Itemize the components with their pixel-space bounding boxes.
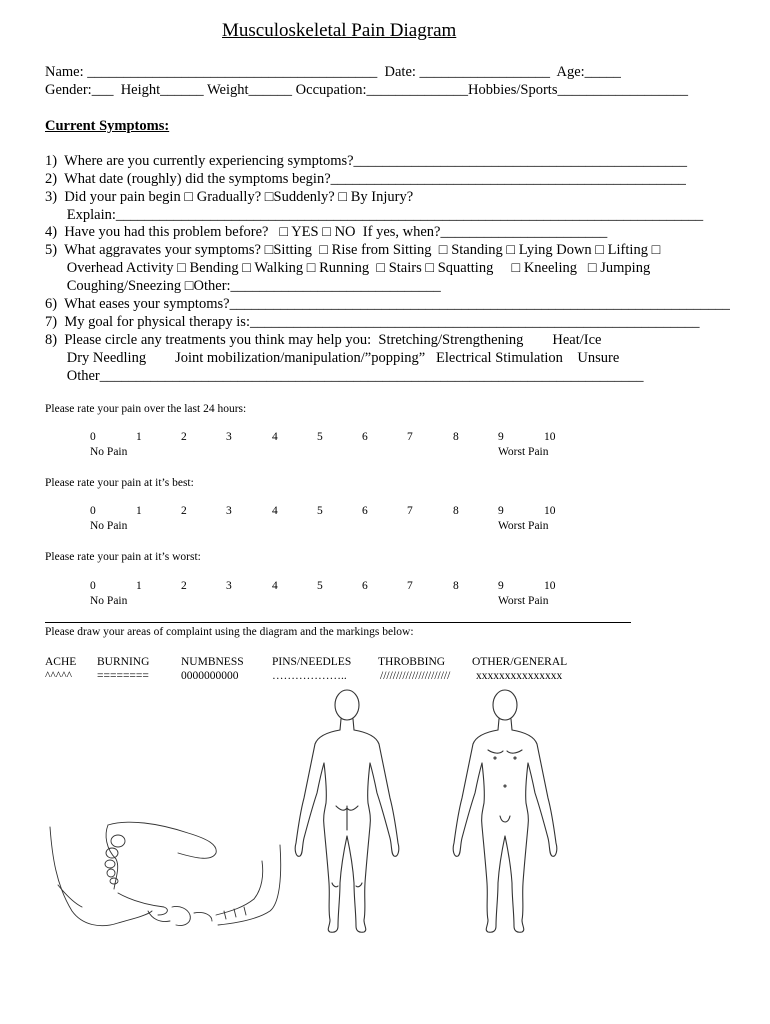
scale-number[interactable]: 1 [136,505,142,517]
rating-prompt-worst: Please rate your pain at it’s worst: [45,551,201,563]
page-title: Musculoskeletal Pain Diagram [222,20,457,41]
scale-high-label: Worst Pain [498,595,549,607]
question-2[interactable]: 2) What date (roughly) did the symptoms begin?_________________________________________________ [45,171,686,187]
question-3-explain[interactable]: Explain:_________________________________________________________________________________ [45,207,704,223]
rating-prompt-best: Please rate your pain at it’s best: [45,477,194,489]
scale-low-label: No Pain [90,520,128,532]
scale-number[interactable]: 1 [136,580,142,592]
section-divider [45,622,631,623]
draw-instruction: Please draw your areas of complaint using the diagram and the markings below: [45,626,414,638]
question-8-cont[interactable]: Dry Needling Joint mobilization/manipulation/”popping” Electrical Stimulation Unsure [45,350,620,366]
scale-number[interactable]: 4 [272,431,278,443]
scale-number[interactable]: 8 [453,505,459,517]
legend-burning-label: BURNING [97,656,150,668]
feet-diagram[interactable] [48,815,288,935]
question-5-cont[interactable]: Overhead Activity □ Bending □ Walking □ Running □ Stairs □ Squatting □ Kneeling □ Jumping [45,260,651,276]
scale-number[interactable]: 3 [226,431,232,443]
scale-number[interactable]: 4 [272,580,278,592]
header-gender-height-weight[interactable]: Gender:___ Height______ Weight______ Occupation:______________Hobbies/Sports__________________ [45,82,688,98]
scale-number[interactable]: 10 [544,580,556,592]
scale-number[interactable]: 7 [407,505,413,517]
scale-number[interactable]: 1 [136,431,142,443]
body-diagram-back[interactable] [290,688,410,948]
scale-number[interactable]: 7 [407,580,413,592]
scale-high-label: Worst Pain [498,520,549,532]
question-7[interactable]: 7) My goal for physical therapy is:______________________________________________________________ [45,314,700,330]
legend-ache-mark: ^^^^^ [45,670,72,682]
scale-number[interactable]: 0 [90,580,96,592]
scale-number[interactable]: 6 [362,431,368,443]
scale-low-label: No Pain [90,595,128,607]
question-5-cont2[interactable]: Coughing/Sneezing □Other:_____________________________ [45,278,441,294]
legend-other-mark: xxxxxxxxxxxxxxx [476,670,563,682]
scale-number[interactable]: 2 [181,431,187,443]
legend-throbbing-mark: ////////////////////// [380,670,451,682]
scale-low-label: No Pain [90,446,128,458]
pain-scale-best[interactable] [0,505,770,535]
legend-burning-mark: ======== [97,670,149,682]
scale-high-label: Worst Pain [498,446,549,458]
scale-number[interactable]: 2 [181,505,187,517]
scale-number[interactable]: 4 [272,505,278,517]
body-diagram-front[interactable] [448,688,568,948]
scale-number[interactable]: 0 [90,505,96,517]
scale-number[interactable]: 0 [90,431,96,443]
rating-prompt-24h: Please rate your pain over the last 24 hours: [45,403,247,415]
scale-number[interactable]: 2 [181,580,187,592]
scale-number[interactable]: 5 [317,580,323,592]
question-3[interactable]: 3) Did your pain begin □ Gradually? □Suddenly? □ By Injury? [45,189,414,205]
scale-number[interactable]: 5 [317,505,323,517]
pain-scale-24h[interactable] [0,431,770,461]
scale-number[interactable]: 10 [544,431,556,443]
scale-number[interactable]: 10 [544,505,556,517]
legend-throbbing-label: THROBBING [378,656,446,668]
scale-number[interactable]: 3 [226,580,232,592]
legend-pins-mark: ……………….. [272,670,347,682]
scale-number[interactable]: 9 [498,505,504,517]
legend-numbness-label: NUMBNESS [181,656,244,668]
question-5[interactable]: 5) What aggravates your symptoms? □Sitting □ Rise from Sitting □ Standing □ Lying Down □ Lifting □ [45,242,661,258]
scale-number[interactable]: 8 [453,580,459,592]
scale-number[interactable]: 9 [498,580,504,592]
legend-ache-label: ACHE [45,656,77,668]
scale-number[interactable]: 8 [453,431,459,443]
pain-scale-worst[interactable] [0,580,770,610]
legend-other-label: OTHER/GENERAL [472,656,568,668]
scale-number[interactable]: 7 [407,431,413,443]
current-symptoms-heading: Current Symptoms: [45,118,170,134]
scale-number[interactable]: 9 [498,431,504,443]
question-6[interactable]: 6) What eases your symptoms?_____________________________________________________________________ [45,296,730,312]
question-8[interactable]: 8) Please circle any treatments you think may help you: Stretching/Strengthening Heat/Ice [45,332,602,348]
legend-numbness-mark: 0000000000 [181,670,239,682]
legend-pins-label: PINS/NEEDLES [272,656,352,668]
scale-number[interactable]: 3 [226,505,232,517]
scale-number[interactable]: 6 [362,580,368,592]
question-1[interactable]: 1) Where are you currently experiencing symptoms?______________________________________________ [45,153,688,169]
scale-number[interactable]: 5 [317,431,323,443]
question-4[interactable]: 4) Have you had this problem before? □ YES □ NO If yes, when?_______________________ [45,224,608,240]
scale-number[interactable]: 6 [362,505,368,517]
header-name-date-age[interactable]: Name: ________________________________________ Date: __________________ Age:_____ [45,64,621,80]
question-8-other[interactable]: Other___________________________________________________________________________ [45,368,644,384]
